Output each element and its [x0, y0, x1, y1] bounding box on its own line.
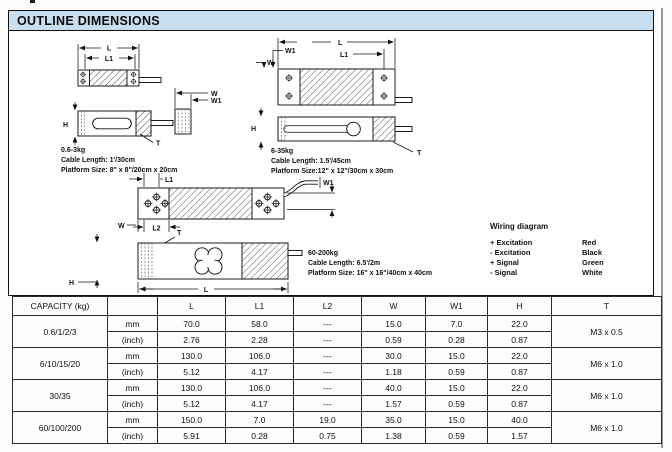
- value-cell: 0.59: [426, 428, 488, 444]
- model-cable-length: Cable Length: 6.5'/2m: [308, 260, 381, 267]
- value-cell: 0.87: [488, 332, 552, 348]
- dimensions-table: [12, 296, 662, 444]
- dim-T: T: [177, 230, 182, 237]
- value-cell: 58.0: [226, 316, 294, 332]
- thread-cell: M6 x 1.0: [552, 380, 662, 412]
- unit-cell: (inch): [108, 428, 158, 444]
- value-cell: 7.0: [426, 316, 488, 332]
- unit-cell: mm: [108, 412, 158, 428]
- value-cell: 40.0: [362, 380, 426, 396]
- value-cell: ---: [294, 396, 362, 412]
- wiring-row: [490, 248, 650, 258]
- drawing-large-cell: [69, 173, 432, 294]
- value-cell: 15.0: [426, 348, 488, 364]
- value-cell: 30.0: [362, 348, 426, 364]
- dim-W1: W1: [323, 180, 334, 187]
- dim-W: W: [267, 60, 274, 67]
- value-cell: 5.12: [158, 364, 226, 380]
- value-cell: ---: [294, 348, 362, 364]
- value-cell: 0.28: [426, 332, 488, 348]
- section-title: OUTLINE DIMENSIONS: [17, 13, 160, 28]
- value-cell: 0.59: [426, 396, 488, 412]
- value-cell: 40.0: [488, 412, 552, 428]
- value-cell: ---: [294, 380, 362, 396]
- capacity-cell: 0.6/1/2/3: [13, 316, 108, 348]
- dim-L: L: [338, 40, 343, 47]
- value-cell: 15.0: [362, 316, 426, 332]
- value-cell: 19.0: [294, 412, 362, 428]
- value-cell: 106.0: [226, 380, 294, 396]
- table-header-row: [13, 297, 662, 316]
- model-platform-size: Platform Size: 8" x 8"/20cm x 20cm: [61, 167, 178, 174]
- wiring-row: [490, 268, 650, 278]
- wiring-label: - Signal: [490, 268, 518, 277]
- wiring-label: + Excitation: [490, 238, 533, 247]
- col-header-L1: L1: [226, 297, 294, 316]
- value-cell: 0.87: [488, 396, 552, 412]
- unit-cell: mm: [108, 380, 158, 396]
- model-platform-size: Platform Size:12" x 12"/30cm x 30cm: [271, 168, 394, 175]
- value-cell: 70.0: [158, 316, 226, 332]
- dim-L: L: [203, 287, 209, 294]
- wiring-diagram-title: Wiring diagram: [490, 222, 549, 231]
- model-name: 0.6-3kg: [61, 147, 86, 154]
- col-header-L: L: [158, 297, 226, 316]
- value-cell: ---: [294, 332, 362, 348]
- value-cell: 130.0: [158, 380, 226, 396]
- thread-cell: M6 x 1.0: [552, 348, 662, 380]
- model-cable-length: Cable Length: 1.5'/45cm: [271, 158, 351, 165]
- col-header-W1: W1: [426, 297, 488, 316]
- value-cell: 0.87: [488, 364, 552, 380]
- value-cell: 22.0: [488, 348, 552, 364]
- capacity-cell: 6/10/15/20: [13, 348, 108, 380]
- dim-L1: L1: [340, 52, 349, 59]
- wiring-label: + Signal: [490, 258, 519, 267]
- value-cell: 7.0: [226, 412, 294, 428]
- value-cell: 2.28: [226, 332, 294, 348]
- wiring-label: - Excitation: [490, 248, 531, 257]
- outline-dimensions-section: [8, 10, 654, 296]
- value-cell: 0.59: [362, 332, 426, 348]
- wiring-color: Black: [582, 248, 603, 257]
- model-cable-length: Cable Length: 1'/30cm: [61, 157, 136, 164]
- table-row: [13, 348, 662, 364]
- col-header-L2: L2: [294, 297, 362, 316]
- wiring-row: [490, 238, 650, 248]
- value-cell: 5.12: [158, 396, 226, 412]
- value-cell: 22.0: [488, 316, 552, 332]
- value-cell: 106.0: [226, 348, 294, 364]
- value-cell: 22.0: [488, 380, 552, 396]
- section-title-bar: [9, 11, 653, 31]
- model-name: 6-35kg: [271, 148, 294, 155]
- drawing-medium-cell: [251, 38, 422, 175]
- col-header-H: H: [488, 297, 552, 316]
- value-cell: 15.0: [426, 380, 488, 396]
- value-cell: 0.75: [294, 428, 362, 444]
- capacity-cell: 60/100/200: [13, 412, 108, 444]
- value-cell: 2.76: [158, 332, 226, 348]
- value-cell: 15.0: [426, 412, 488, 428]
- capacity-cell: 30/35: [13, 380, 108, 412]
- col-header-T: T: [552, 297, 662, 316]
- wiring-diagram: [490, 222, 650, 278]
- value-cell: 1.38: [362, 428, 426, 444]
- col-header-W: W: [362, 297, 426, 316]
- value-cell: 130.0: [158, 348, 226, 364]
- value-cell: 4.17: [226, 364, 294, 380]
- dim-W1: W1: [211, 98, 222, 105]
- dim-T: T: [417, 150, 422, 157]
- table-row: [13, 412, 662, 428]
- dim-L2: L2: [152, 225, 161, 233]
- value-cell: 4.17: [226, 396, 294, 412]
- wiring-row: [490, 258, 650, 268]
- dim-W: W: [118, 223, 125, 230]
- model-name: 60-200kg: [308, 250, 338, 257]
- dim-H: H: [69, 280, 75, 287]
- value-cell: 1.57: [488, 428, 552, 444]
- dim-L: L: [106, 45, 112, 53]
- value-cell: ---: [294, 364, 362, 380]
- table-row: [13, 316, 662, 332]
- wiring-color: Green: [582, 258, 604, 267]
- wiring-color: White: [582, 268, 603, 277]
- thread-cell: M3 x 0.5: [552, 316, 662, 348]
- dim-L1: L1: [165, 177, 174, 184]
- unit-cell: (inch): [108, 396, 158, 412]
- wiring-color: Red: [582, 238, 597, 247]
- value-cell: 0.28: [226, 428, 294, 444]
- value-cell: 35.0: [362, 412, 426, 428]
- value-cell: ---: [294, 316, 362, 332]
- dim-L1: L1: [104, 56, 114, 63]
- model-platform-size: Platform Size: 16" x 16"/40cm x 40cm: [308, 270, 433, 277]
- thread-cell: M6 x 1.0: [552, 412, 662, 444]
- dim-T: T: [156, 140, 161, 148]
- drawing-area: [9, 31, 653, 294]
- table-row: [13, 380, 662, 396]
- dim-H: H: [251, 126, 257, 133]
- col-header-capacity: CAPACITY (kg): [13, 297, 108, 316]
- dim-W: W: [211, 91, 218, 98]
- unit-cell: mm: [108, 348, 158, 364]
- unit-cell: mm: [108, 316, 158, 332]
- scan-artifact-mark: [30, 0, 35, 3]
- unit-cell: (inch): [108, 332, 158, 348]
- value-cell: 0.59: [426, 364, 488, 380]
- drawing-small-cell: [61, 44, 222, 174]
- value-cell: 150.0: [158, 412, 226, 428]
- value-cell: 5.91: [158, 428, 226, 444]
- value-cell: 1.18: [362, 364, 426, 380]
- value-cell: 1.57: [362, 396, 426, 412]
- col-header-unit: [108, 297, 158, 316]
- dim-H: H: [63, 122, 69, 129]
- dim-W1: W1: [285, 48, 296, 55]
- unit-cell: (inch): [108, 364, 158, 380]
